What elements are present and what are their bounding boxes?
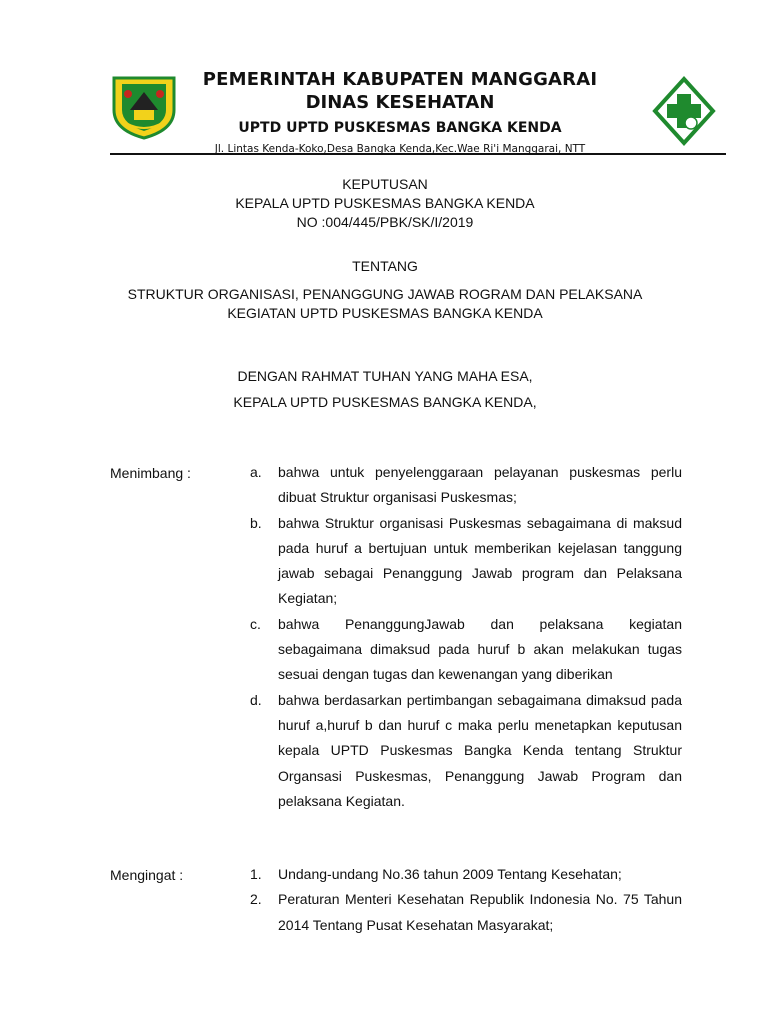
letterhead-divider [110,153,726,155]
list-item [250,862,682,887]
item-text: bahwa Struktur organisasi Puskesmas sebagaimana di maksud pada huruf a bertujuan untuk memberikan kejelasan tanggung jawab sebagai Penanggung Jawab program dan Pelaksana Kegiatan; [278,514,682,607]
item-marker: b. [250,514,262,531]
decree-header [90,175,680,232]
menimbang-list [250,460,682,814]
item-marker: c. [250,615,261,632]
item-text: bahwa berdasarkan pertimbangan sebagaimana dimaksud pada huruf a,huruf b dan huruf c maka perlu menetapkan keputusan kepala UPTD Puskesmas Bangka Kenda tentang Struktur Organsasi Puskesmas, Penanggung Jawab Program dan pelaksana Kegiatan. [278,691,682,809]
letterhead-address: Jl. Lintas Kenda-Koko,Desa Bangka Kenda,Kec.Wae Ri'i Manggarai, NTT [214,143,586,155]
letterhead-unit: UPTD UPTD PUSKESMAS BANGKA KENDA [238,120,562,136]
list-item [250,460,682,511]
item-text: Peraturan Menteri Kesehatan Republik Indonesia No. 75 Tahun 2014 Tentang Pusat Kesehatan Masyarakat; [278,891,682,933]
decree-subject [90,285,680,323]
item-text: bahwa PenanggungJawab dan pelaksana kegiatan sebagaimana dimaksud pada huruf b akan melakukan tugas sesuai dengan tugas dan kewenangan yang diberikan [278,615,682,683]
rahmat-line: DENGAN RAHMAT TUHAN YANG MAHA ESA, [237,368,533,384]
decree-preamble [90,363,680,415]
item-text: bahwa untuk penyelenggaraan pelayanan puskesmas perlu dibuat Struktur organisasi Puskesmas; [278,464,682,506]
menimbang-label: Menimbang : [110,465,191,481]
puskesmas-emblem-logo [652,76,716,146]
list-item [250,612,682,688]
decree-number: NO :004/445/PBK/SK/I/2019 [296,214,474,230]
list-item [250,887,682,938]
item-marker: a. [250,464,262,480]
mengingat-label: Mengingat : [110,867,184,883]
subject-line-1: STRUKTUR ORGANISASI, PENANGGUNG JAWAB ROGRAM DAN PELAKSANA [127,286,643,302]
kepala-line: KEPALA UPTD PUSKESMAS BANGKA KENDA, [233,394,537,410]
item-marker: d. [250,691,262,708]
subject-line-2: KEGIATAN UPTD PUSKESMAS BANGKA KENDA [227,305,543,321]
manggarai-emblem-logo [108,70,180,140]
item-marker: 2. [250,891,262,908]
letterhead-agency: DINAS KESEHATAN [305,92,495,113]
list-item [250,688,682,814]
item-text: Undang-undang No.36 tahun 2009 Tentang Kesehatan; [278,866,622,882]
letterhead [190,68,610,157]
tentang-heading: TENTANG [352,258,418,274]
decree-heading: KEPUTUSAN [342,176,428,192]
mengingat-list [250,862,682,938]
list-item [250,511,682,612]
item-marker: 1. [250,866,262,882]
decree-issuer: KEPALA UPTD PUSKESMAS BANGKA KENDA [235,195,535,211]
letterhead-government: PEMERINTAH KABUPATEN MANGGARAI [202,69,598,90]
